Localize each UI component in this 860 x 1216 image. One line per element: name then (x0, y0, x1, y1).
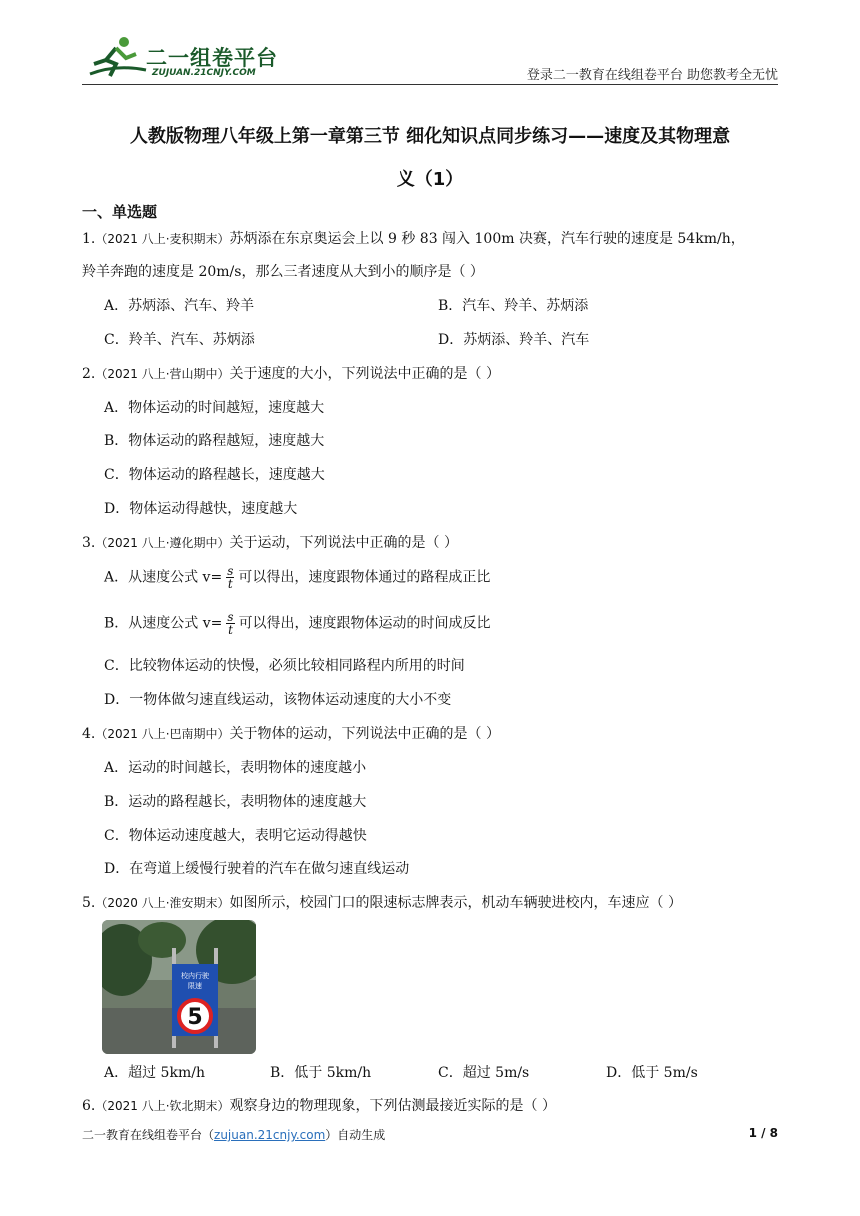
option-b[interactable]: B．运动的路程越长，表明物体的速度越大 (104, 794, 367, 810)
option-c[interactable]: C．超过 5m/s (438, 1065, 530, 1081)
page-number: 1 / 8 (748, 1126, 778, 1140)
option-d[interactable]: D．一物体做匀速直线运动，该物体运动速度的大小不变 (104, 692, 452, 708)
question-number: 3. (82, 535, 96, 551)
option-c[interactable]: C．物体运动的路程越长，速度越大 (104, 467, 325, 483)
option-a[interactable]: A．从速度公式 v= $\frac{s}{t}$ 可以得出，速度跟物体通过的路程成正比 (104, 564, 491, 591)
option-b[interactable]: B．物体运动的路程越短，速度越大 (104, 433, 325, 449)
footer-text: 二一教育在线组卷平台（zujuan.21cnjy.com）自动生成 (82, 1128, 386, 1142)
option-b[interactable]: B．从速度公式 v= $\frac{s}{t}$ 可以得出，速度跟物体运动的时间成反比 (104, 610, 491, 637)
question-2 (82, 365, 782, 383)
option-c[interactable]: C．比较物体运动的快慢，必须比较相同路程内所用的时间 (104, 658, 465, 674)
footer-link[interactable]: zujuan.21cnjy.com (214, 1128, 326, 1142)
question-1 (82, 230, 782, 248)
option-b[interactable]: B．汽车、羚羊、苏炳添 (438, 298, 589, 314)
option-d[interactable]: D．苏炳添、羚羊、汽车 (438, 332, 590, 348)
question-6 (82, 1097, 782, 1115)
page-title-line1: 人教版物理八年级上第一章第三节 细化知识点同步练习——速度及其物理意 (129, 126, 731, 147)
question-5 (82, 894, 782, 912)
question-text: 关于速度的大小，下列说法中正确的是（ ） (229, 366, 500, 382)
option-a[interactable]: A．苏炳添、汽车、羚羊 (104, 298, 255, 314)
question-text: 苏炳添在东京奥运会上以 9 秒 83 闯入 100m 决赛，汽车行驶的速度是 54km/h， (229, 231, 745, 247)
question-text: 关于运动，下列说法中正确的是（ ） (229, 535, 458, 551)
question-text: 如图所示，校园门口的限速标志牌表示，机动车辆驶进校内，车速应（ ） (229, 895, 682, 911)
option-a[interactable]: A．运动的时间越长，表明物体的速度越小 (104, 760, 367, 776)
question-source: （2020 八上·淮安期末） (95, 896, 230, 910)
option-a[interactable]: A．物体运动的时间越短，速度越大 (104, 400, 325, 416)
section-heading: 一、单选题 (82, 203, 158, 221)
question-source: （2021 八上·遵化期中） (95, 536, 230, 550)
header-slogan[interactable]: 登录二一教育在线组卷平台 助您教考全无忧 (526, 68, 778, 83)
page-title-line2: 义（1） (396, 169, 464, 190)
question-source: （2021 八上·巴南期中） (95, 727, 230, 741)
svg-text:5: 5 (187, 1005, 203, 1030)
option-d[interactable]: D．物体运动得越快，速度越大 (104, 501, 298, 517)
formula-fraction: $\frac{s}{t}$ (227, 610, 234, 637)
question-text: 观察身边的物理现象，下列估测最接近实际的是（ ） (229, 1098, 556, 1114)
svg-text:限速: 限速 (188, 982, 202, 990)
option-a[interactable]: A．超过 5km/h (104, 1065, 205, 1081)
question-source: （2021 八上·钦北期末） (95, 1099, 230, 1113)
option-c[interactable]: C．物体运动速度越大，表明它运动得越快 (104, 828, 367, 844)
question-number: 1. (82, 231, 96, 247)
header-divider (82, 84, 778, 85)
question-source: （2021 八上·营山期中） (95, 367, 230, 381)
question-number: 5. (82, 895, 96, 911)
question-3 (82, 534, 782, 552)
option-d[interactable]: D．低于 5m/s (606, 1065, 698, 1081)
question-source: （2021 八上·麦积期末） (95, 232, 230, 246)
svg-text:校内行驶: 校内行驶 (181, 972, 209, 980)
option-c[interactable]: C．羚羊、汽车、苏炳添 (104, 332, 255, 348)
speed-limit-sign-photo (102, 920, 256, 1054)
question-number: 2. (82, 366, 96, 382)
logo-text: 二一组卷平台 (146, 46, 278, 70)
question-4 (82, 725, 782, 743)
question-1-text-cont: 羚羊奔跑的速度是 20m/s，那么三者速度从大到小的顺序是（ ） (82, 264, 484, 280)
logo-subtext: ZUJUAN.21CNJY.COM (152, 68, 256, 78)
question-number: 6. (82, 1098, 96, 1114)
option-d[interactable]: D．在弯道上缓慢行驶着的汽车在做匀速直线运动 (104, 861, 410, 877)
formula-fraction: $\frac{s}{t}$ (227, 564, 234, 591)
question-text: 关于物体的运动，下列说法中正确的是（ ） (229, 726, 500, 742)
question-number: 4. (82, 726, 96, 742)
option-b[interactable]: B．低于 5km/h (270, 1065, 372, 1081)
